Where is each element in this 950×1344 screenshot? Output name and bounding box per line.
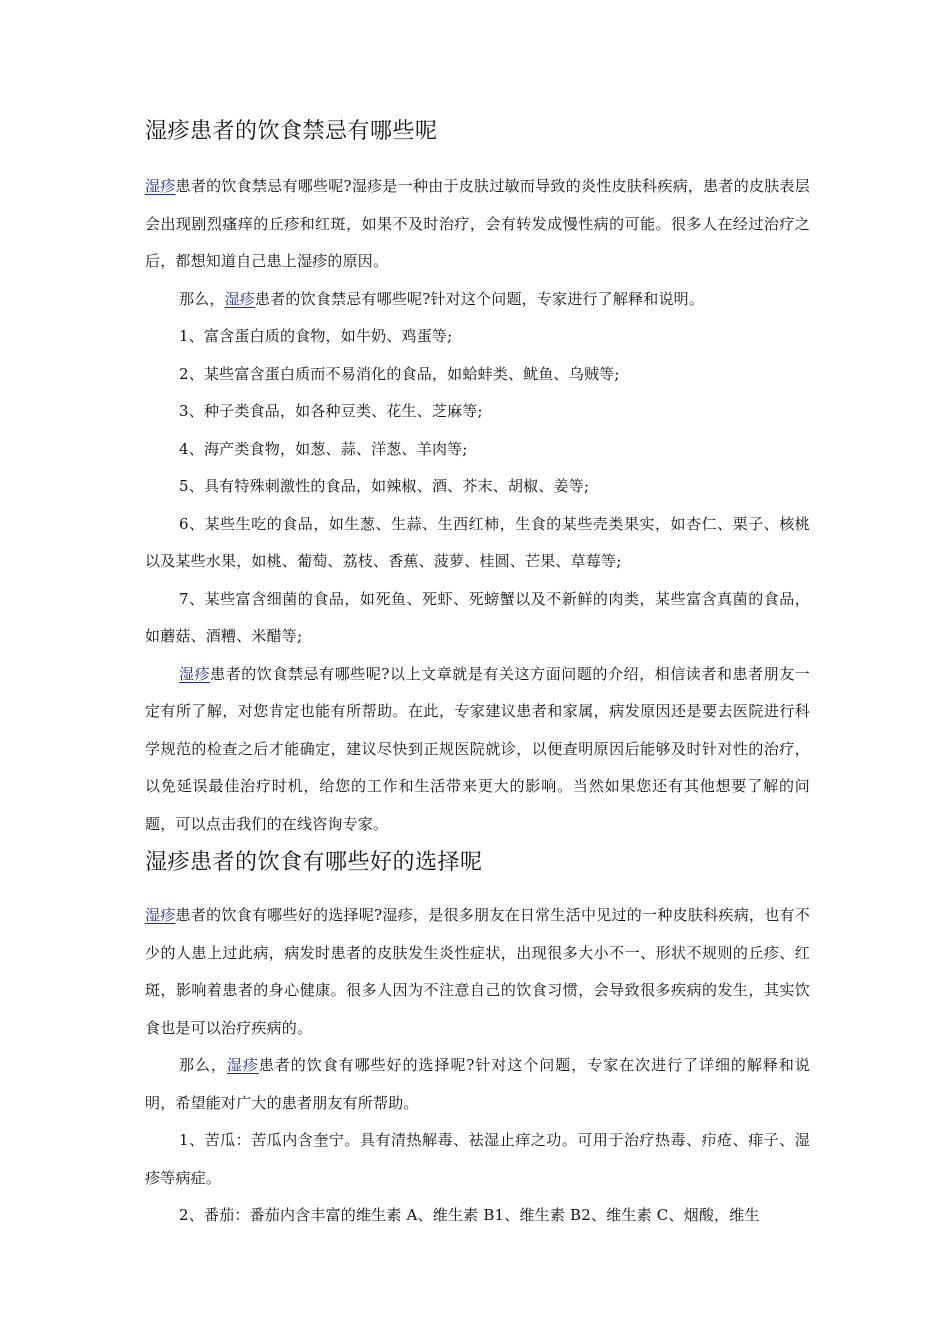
- question-paragraph: [145, 281, 810, 319]
- question-prefix: 那么，: [179, 289, 225, 308]
- list-item: 1、富含蛋白质的食物，如牛奶、鸡蛋等;: [179, 327, 453, 345]
- eczema-link[interactable]: 湿疹: [224, 289, 256, 308]
- eczema-link[interactable]: 湿疹: [179, 664, 211, 683]
- list-item: 5、具有特殊刺激性的食品，如辣椒、酒、芥末、胡椒、姜等;: [179, 477, 590, 495]
- list-item: 2、某些富含蛋白质而不易消化的食品，如蛤蚌类、鱿鱼、乌贼等;: [179, 364, 620, 383]
- intro-text: 患者的饮食有哪些好的选择呢?湿疹，是很多朋友在日常生活中见过的一种皮肤科疾病，也有不少的人患上过此病，病发时患者的皮肤发生炎性症状，出现很多大小不一、形状不规则的丘疹、红斑，影响着患者的身心健康。很多人因为不注意自己的饮食习惯，会导致很多疾病的发生，其实饮食也是可以治疗疾病的。: [145, 906, 810, 1037]
- document-content: [145, 112, 810, 1235]
- list-item: 4、海产类食物，如葱、蒜、洋葱、羊肉等;: [179, 439, 468, 458]
- list-item: 3、种子类食品，如各种豆类、花生、芝麻等;: [179, 402, 483, 420]
- list-item: 7、某些富含细菌的食品，如死鱼、死虾、死螃蟹以及不新鲜的肉类，某些富含真菌的食品，如蘑菇、酒糟、米醋等;: [145, 589, 810, 645]
- eczema-link[interactable]: 湿疹: [226, 1056, 259, 1074]
- intro-text: 患者的饮食禁忌有哪些呢?湿疹是一种由于皮肤过敏而导致的炎性皮肤科疾病，患者的皮肤表层会出现剧烈瘙痒的丘疹和红斑，如果不及时治疗，会有转发成慢性病的可能。很多人在经过治疗之后，都想知道自己患上湿疹的原因。: [145, 177, 810, 270]
- question-paragraph: [145, 1047, 810, 1122]
- question-prefix: 那么，: [179, 1056, 227, 1074]
- section-title: 湿疹患者的饮食有哪些好的选择呢: [145, 850, 483, 875]
- list-item: 1、苦瓜：苦瓜内含奎宁。具有清热解毒、祛湿止痒之功。可用于治疗热毒、疖疮、痱子、湿疹等病症。: [145, 1131, 810, 1187]
- eczema-link[interactable]: 湿疹: [145, 177, 176, 195]
- question-text: 患者的饮食有哪些好的选择呢?针对这个问题，专家在次进行了详细的解释和说明，希望能对广大的患者朋友有所帮助。: [145, 1056, 810, 1112]
- conclusion-text: 患者的饮食禁忌有哪些呢?以上文章就是有关这方面问题的介绍，相信读者和患者朋友一定有所了解，对您肯定也能有所帮助。在此，专家建议患者和家属，病发原因还是要去医院进行科学规范的检查之后才能确定，建议尽快到正规医院就诊，以便查明原因后能够及时针对性的治疗，以免延误最佳治疗时机，给您的工作和生活带来更大的影响。当然如果您还有其他想要了解的问题，可以点击我们的在线咨询专家。: [145, 664, 810, 833]
- section-title: 湿疹患者的饮食禁忌有哪些呢: [145, 119, 438, 144]
- list-item: 2、番茄：番茄内含丰富的维生素 A、维生素 B1、维生素 B2、维生素 C、烟酸，维生: [179, 1206, 760, 1224]
- question-text: 患者的饮食禁忌有哪些呢?针对这个问题，专家进行了解释和说明。: [255, 289, 705, 308]
- conclusion-paragraph: [145, 656, 810, 844]
- eczema-link[interactable]: 湿疹: [145, 906, 176, 924]
- list-item: 6、某些生吃的食品，如生葱、生蒜、生西红柿，生食的某些壳类果实，如杏仁、栗子、核桃以及某些水果，如桃、葡萄、荔枝、香蕉、菠萝、桂圆、芒果、草莓等;: [145, 514, 810, 570]
- intro-paragraph: [145, 897, 810, 1047]
- intro-paragraph: [145, 168, 810, 281]
